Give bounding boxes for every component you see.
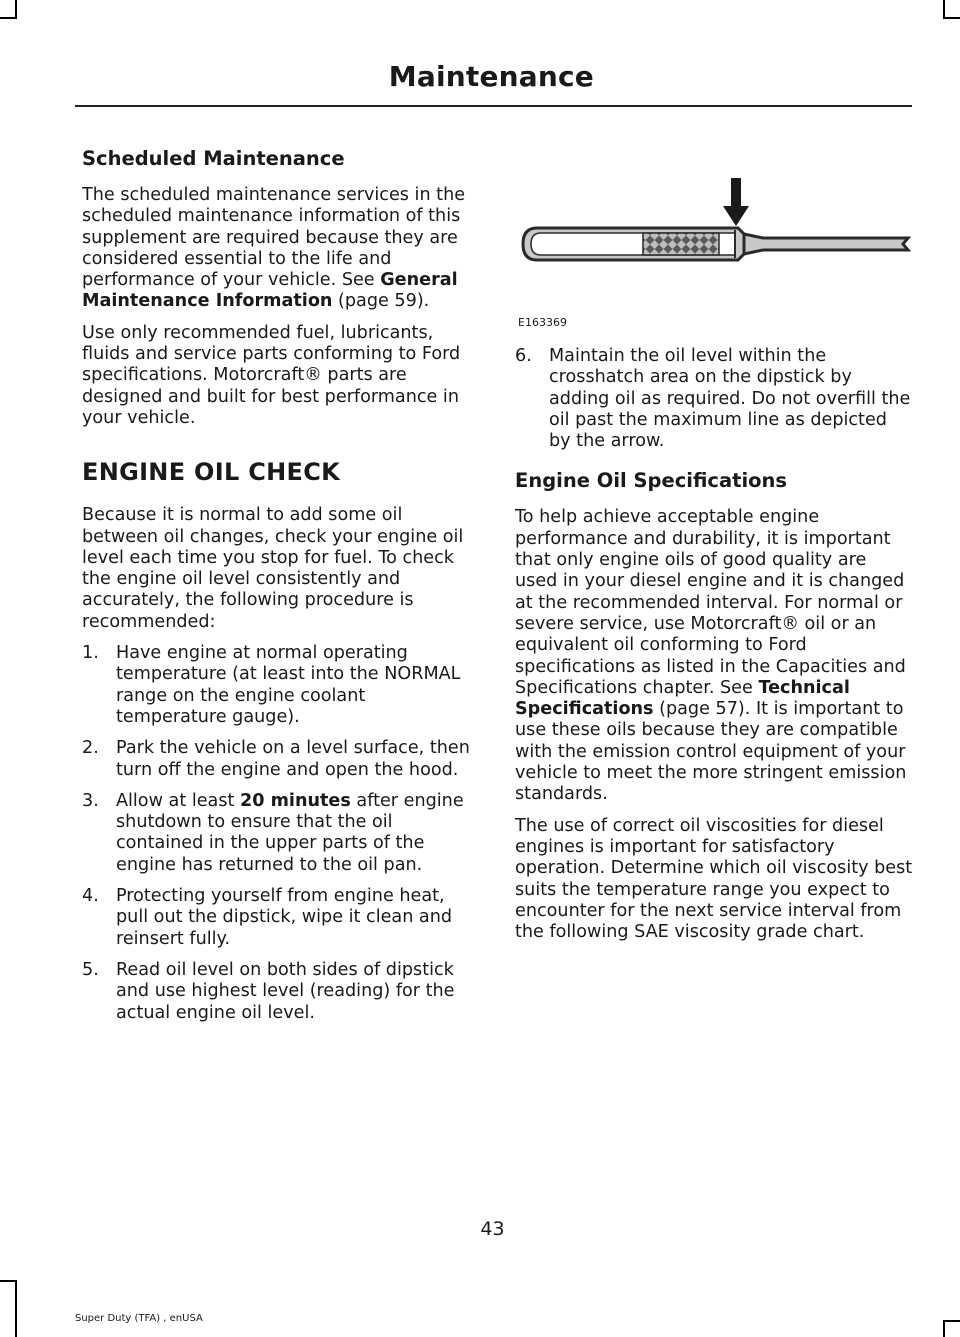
crop-mark (943, 1320, 960, 1322)
procedure-step (82, 791, 480, 876)
crop-mark (0, 1280, 17, 1282)
oil-specifications-paragraph (515, 507, 913, 805)
figure-code: E163369 (518, 316, 567, 329)
step-number: 6. (515, 346, 532, 366)
arrow-down-icon (723, 178, 749, 226)
document-id: Super Duty (TFA) , enUSA (75, 1313, 203, 1324)
crop-mark (15, 1280, 17, 1337)
procedure-step (82, 886, 480, 950)
dipstick-illustration (515, 168, 915, 338)
crop-mark (943, 0, 945, 18)
step-text-post: after engine shutdown to ensure that the oil contained in the upper parts of the engine has returned to the oil pan. (116, 790, 464, 875)
step-text: Read oil level on both sides of dipstick and use highest level (reading) for the actual engine oil level. (116, 959, 455, 1023)
procedure-step (82, 643, 480, 728)
recommended-parts-paragraph: Use only recommended fuel, lubricants, fluids and service parts conforming to Ford specifications. Motorcraft® parts are designed and built for best performance in your vehicle. (82, 322, 461, 428)
text-run: (page 57). It is important to use these oils because they are compatible with the emission control equipment of your vehicle to meet the more stringent emission standards. (515, 699, 907, 805)
step-number: 5. (82, 959, 99, 980)
text-run: To help achieve acceptable engine performance and durability, it is important that only engine oils of good quality are used in your diesel engine and it is changed at the recommended interval. For normal or severe service, use Motorcraft® oil or an equivalent oil conforming to Ford specifications as listed in the Capacities and Specifications chapter. See (515, 507, 906, 698)
cross-reference-link[interactable]: General Maintenance Information (82, 270, 458, 312)
header-divider (75, 105, 912, 107)
step-emphasis: 20 minutes (239, 790, 351, 811)
page-title: Maintenance (388, 60, 594, 93)
procedure-steps-continued (515, 346, 913, 452)
scheduled-maintenance-paragraph (82, 185, 480, 313)
cross-reference-link[interactable]: Technical Specifications (515, 677, 850, 720)
crosshatch-area (643, 233, 719, 255)
step-text: Protecting yourself from engine heat, pull out the dipstick, wipe it clean and reinsert fully. (116, 886, 453, 949)
procedure-step (82, 960, 480, 1024)
engine-oil-check-intro: Because it is normal to add some oil between oil changes, check your engine oil level each time you stop for fuel. To check the engine oil level consistently and accurately, the following procedure is recommended: (82, 505, 464, 632)
crop-mark (943, 1320, 945, 1337)
left-column (82, 146, 480, 1034)
step-text: Park the vehicle on a level surface, then turn off the engine and open the hood. (116, 738, 470, 780)
crop-mark (15, 0, 17, 18)
text-run: (page 59). (332, 291, 430, 312)
step-text: Have engine at normal operating temperature (at least into the NORMAL range on the engine coolant temperature gauge). (116, 643, 461, 727)
oil-specifications-heading: Engine Oil Specifications (515, 469, 788, 493)
viscosity-paragraph: The use of correct oil viscosities for diesel engines is important for satisfactory operation. Determine which oil viscosity best suits the temperature range you expect to encounter for the next service interval from the following SAE viscosity grade chart. (515, 815, 913, 943)
procedure-steps (82, 643, 480, 1024)
step-text: Maintain the oil level within the crosshatch area on the dipstick by adding oil as required. Do not overfill the oil past the maximum line as depicted by the arrow. (549, 346, 911, 452)
step-number: 3. (82, 790, 99, 811)
procedure-step (82, 738, 480, 781)
crop-mark (0, 17, 17, 19)
scheduled-maintenance-heading: Scheduled Maintenance (82, 147, 345, 170)
step-text-pre: Allow at least (116, 790, 240, 811)
text-run: The scheduled maintenance services in the scheduled maintenance information of this supplement are required because they are considered essential to the life and performance of your vehicle. See (82, 185, 466, 291)
engine-oil-check-heading: ENGINE OIL CHECK (82, 458, 341, 487)
dipstick-shaft (744, 234, 908, 254)
step-number: 1. (82, 643, 99, 664)
right-column (515, 346, 913, 953)
step-number: 4. (82, 886, 99, 907)
procedure-step (515, 346, 913, 452)
page-number: 43 (480, 1218, 505, 1240)
step-number: 2. (82, 738, 99, 759)
crop-mark (943, 17, 960, 19)
